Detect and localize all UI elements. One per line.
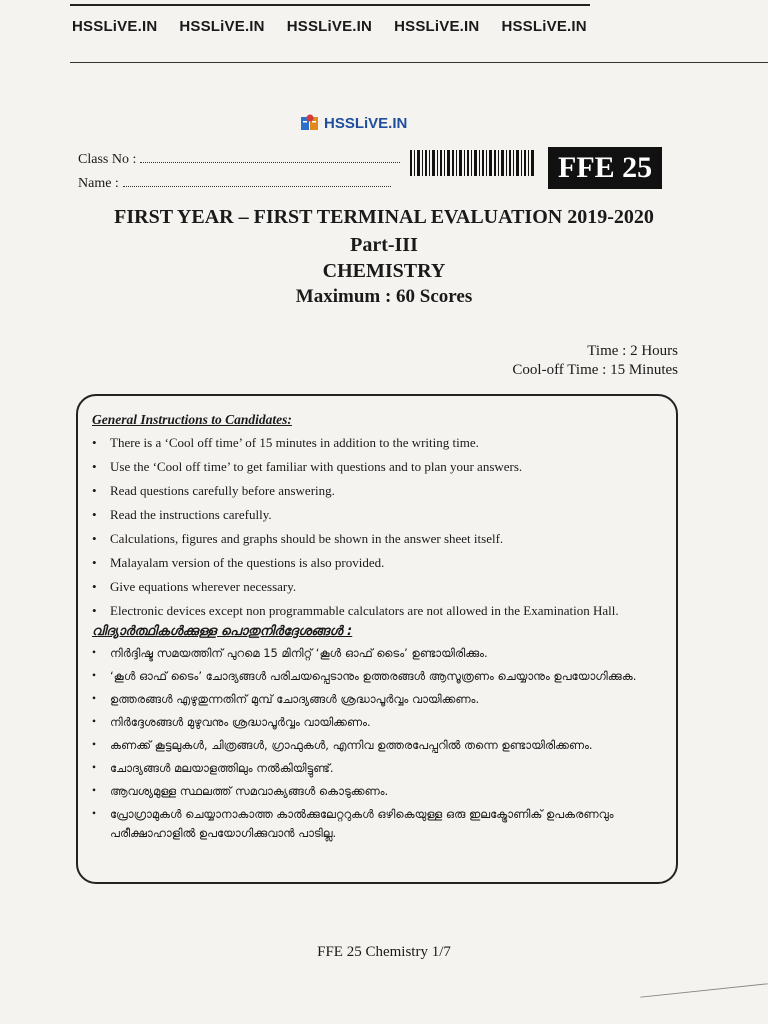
exam-title: FIRST YEAR – FIRST TERMINAL EVALUATION 2019-2020 <box>114 206 654 228</box>
cool-off-time: Cool-off Time : 15 Minutes <box>512 362 678 378</box>
banner-site: HSSLiVE.IN <box>72 18 158 35</box>
malayalam-instructions-heading: വിദ്യാർത്ഥികൾക്കുള്ള പൊതുനിർദ്ദേശങ്ങൾ : <box>92 624 353 639</box>
time-duration: Time : 2 Hours <box>587 343 678 359</box>
top-rule <box>70 4 590 6</box>
name-label: Name : <box>78 176 119 191</box>
list-item: • Calculations, figures and graphs should be shown in the answer sheet itself. <box>88 530 678 554</box>
list-item: • Read the instructions carefully. <box>88 506 678 530</box>
instructions-list <box>88 434 678 626</box>
list-item: • ചോദ്യങ്ങൾ മലയാളത്തിലും നൽകിയിട്ടുണ്ട്. <box>88 759 678 778</box>
list-item: • There is a ‘Cool off time’ of 15 minutes in addition to the writing time. <box>88 434 678 458</box>
class-no-label: Class No : <box>78 152 137 167</box>
max-score: Maximum : 60 Scores <box>295 286 473 307</box>
paper-code: FFE 25 <box>548 147 662 189</box>
scan-edge-line <box>640 983 767 997</box>
class-no-field <box>78 152 400 168</box>
barcode-graphic <box>410 150 534 176</box>
site-logo <box>300 114 407 132</box>
list-item: • നിർദ്ദേശങ്ങൾ മുഴുവനും ശ്രദ്ധാപൂർവ്വം വായിക്കണം. <box>88 713 678 732</box>
banner-divider <box>70 62 768 63</box>
list-item: • നിർദ്ദിഷ്ട സമയത്തിന് പുറമെ 15 മിനിറ്റ് ‘കൂൾ ഓഫ് ടൈം’ ഉണ്ടായിരിക്കും. <box>88 644 678 663</box>
list-item: • Give equations wherever necessary. <box>88 578 678 602</box>
malayalam-instructions-list <box>88 644 678 847</box>
list-item: • Read questions carefully before answering. <box>88 482 678 506</box>
list-item: • Electronic devices except non programmable calculators are not allowed in the Examination Hall. <box>88 602 678 626</box>
exam-subject: CHEMISTRY <box>322 260 446 282</box>
name-line <box>123 176 391 187</box>
list-item: • കണക്ക് കൂട്ടലുകൾ, ചിത്രങ്ങൾ, ഗ്രാഫുകൾ, എന്നിവ ഉത്തരപേപ്പറിൽ തന്നെ ഉണ്ടായിരിക്കണം. <box>88 736 678 755</box>
logo-icon <box>300 114 320 132</box>
list-item: • Malayalam version of the questions is also provided. <box>88 554 678 578</box>
banner-site: HSSLiVE.IN <box>501 18 587 35</box>
banner-site: HSSLiVE.IN <box>394 18 480 35</box>
list-item: • ഉത്തരങ്ങൾ എഴുതുന്നതിന് മുമ്പ് ചോദ്യങ്ങൾ ശ്രദ്ധാപൂർവ്വം വായിക്കണം. <box>88 690 678 709</box>
class-no-line <box>140 152 400 163</box>
logo-text: HSSLiVE.IN <box>324 114 408 132</box>
list-item: • പ്രോഗ്രാമുകൾ ചെയ്യാനാകാത്ത കാൽക്കുലേറ്ററുകൾ ഒഴികെയുള്ള ഒരു ഇലക്ട്രോണിക് ഉപകരണവും പരീക്ഷാഹാളിൽ ഉപയോഗിക്കുവാൻ പാടില്ല. <box>88 805 678 843</box>
banner-site: HSSLiVE.IN <box>286 18 373 35</box>
instructions-heading: General Instructions to Candidates: <box>92 412 292 427</box>
page-footer: FFE 25 Chemistry 1/7 <box>317 944 451 960</box>
banner-site: HSSLiVE.IN <box>179 18 265 35</box>
exam-part: Part-III <box>350 234 418 256</box>
list-item: • ആവശ്യമുള്ള സ്ഥലത്ത് സമവാക്യങ്ങൾ കൊടുക്കണം. <box>88 782 678 801</box>
site-banner <box>72 18 587 35</box>
name-field <box>78 176 391 192</box>
list-item: • ‘കൂൾ ഓഫ് ടൈം’ ചോദ്യങ്ങൾ പരിചയപ്പെടാനും ഉത്തരങ്ങൾ ആസൂത്രണം ചെയ്യാനും ഉപയോഗിക്കുക. <box>88 667 678 686</box>
list-item: • Use the ‘Cool off time’ to get familiar with questions and to plan your answers. <box>88 458 678 482</box>
